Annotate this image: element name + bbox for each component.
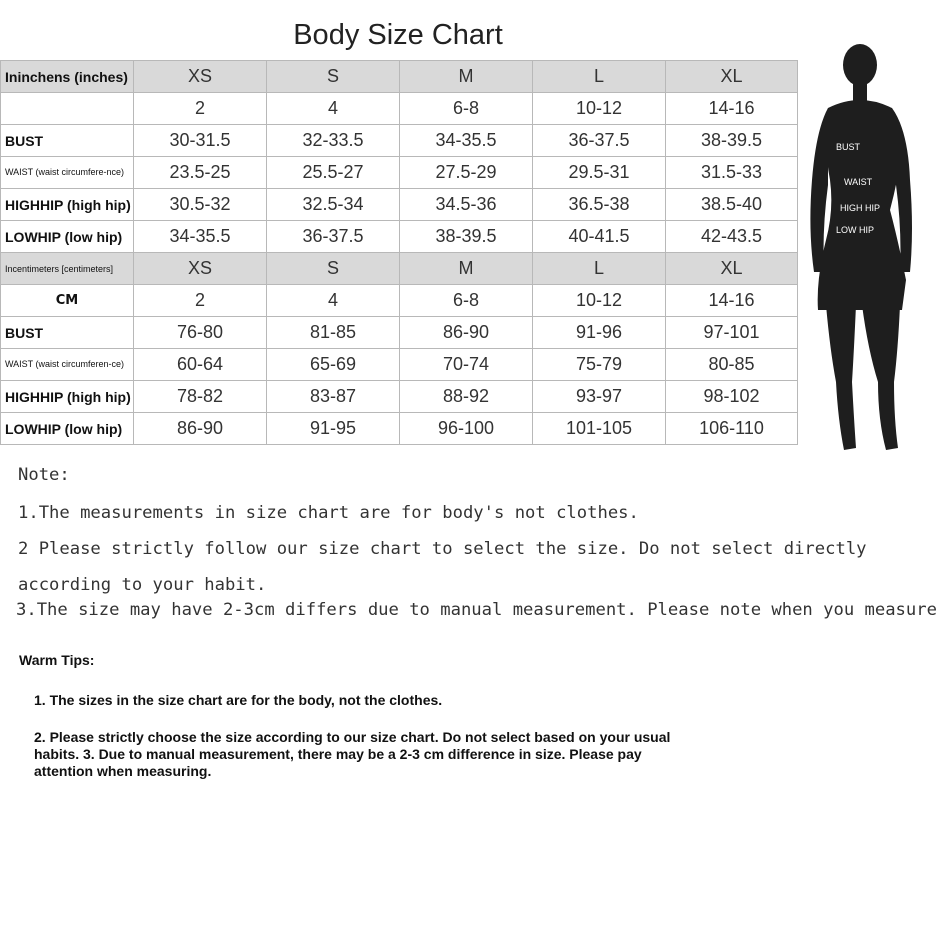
inches-header-row [1, 61, 798, 93]
size-header: M [400, 61, 533, 93]
table-cell: 6-8 [400, 93, 533, 125]
table-cell: 36-37.5 [267, 221, 400, 253]
table-cell: 78-82 [134, 381, 267, 413]
size-table [0, 60, 798, 445]
table-cell: 42-43.5 [666, 221, 798, 253]
table-cell: 34-35.5 [134, 221, 267, 253]
table-cell: 32-33.5 [267, 125, 400, 157]
silhouette-label-low-hip: LOW HIP [836, 225, 875, 235]
table-cell: 93-97 [533, 381, 666, 413]
table-cell: 10-12 [533, 93, 666, 125]
table-cell: 101-105 [533, 413, 666, 445]
body-silhouette-figure [798, 10, 918, 450]
inches-unit-label: Ininchens (inches) [1, 61, 134, 93]
table-cell: 91-96 [533, 317, 666, 349]
silhouette-label-bust: BUST [836, 142, 861, 152]
table-row [1, 93, 798, 125]
chart-title: Body Size Chart [293, 18, 503, 51]
table-cell: 98-102 [666, 381, 798, 413]
row-label: LOWHIP (low hip) [1, 221, 134, 253]
table-cell: 96-100 [400, 413, 533, 445]
table-cell: 86-90 [134, 413, 267, 445]
table-cell: 23.5-25 [134, 157, 267, 189]
table-cell: 40-41.5 [533, 221, 666, 253]
table-cell: 70-74 [400, 349, 533, 381]
size-header: S [267, 253, 400, 285]
silhouette-label-waist: WAIST [844, 177, 873, 187]
table-row [1, 221, 798, 253]
size-header: L [533, 61, 666, 93]
cm-unit-label: Incentimeters [centimeters] [1, 253, 134, 285]
table-cell: 31.5-33 [666, 157, 798, 189]
table-cell: 36.5-38 [533, 189, 666, 221]
table-cell: 76-80 [134, 317, 267, 349]
cm-header-row [1, 253, 798, 285]
size-header: XL [666, 61, 798, 93]
table-cell: 30-31.5 [134, 125, 267, 157]
table-cell: 91-95 [267, 413, 400, 445]
silhouette-label-high-hip: HIGH HIP [840, 203, 881, 213]
row-label [1, 93, 134, 125]
table-row [1, 349, 798, 381]
size-header: XS [134, 253, 267, 285]
table-cell: 27.5-29 [400, 157, 533, 189]
table-cell: 4 [267, 285, 400, 317]
notes-heading: Note: [18, 465, 70, 485]
table-cell: 25.5-27 [267, 157, 400, 189]
table-cell: 2 [134, 285, 267, 317]
table-row [1, 157, 798, 189]
row-label: HIGHHIP (high hip) [1, 189, 134, 221]
table-cell: 38-39.5 [666, 125, 798, 157]
table-cell: 65-69 [267, 349, 400, 381]
size-header: L [533, 253, 666, 285]
table-cell: 6-8 [400, 285, 533, 317]
warm-tips-heading: Warm Tips: [19, 652, 95, 668]
note-line-3: 3.The size may have 2-3cm differs due to manual measurement. Please note when you measure [16, 600, 937, 620]
row-label: LOWHIP (low hip) [1, 413, 134, 445]
size-header: XL [666, 253, 798, 285]
table-row [1, 285, 798, 317]
size-header: S [267, 61, 400, 93]
note-line-1: 1.The measurements in size chart are for body's not clothes. [18, 503, 639, 523]
row-label: WAIST (waist circumfere-nce) [1, 157, 134, 189]
table-cell: 30.5-32 [134, 189, 267, 221]
table-cell: 86-90 [400, 317, 533, 349]
table-cell: 29.5-31 [533, 157, 666, 189]
table-cell: 60-64 [134, 349, 267, 381]
table-cell: 38-39.5 [400, 221, 533, 253]
table-cell: 75-79 [533, 349, 666, 381]
table-cell: 14-16 [666, 93, 798, 125]
table-cell: 38.5-40 [666, 189, 798, 221]
warm-tip-item-1: 1. The sizes in the size chart are for the body, not the clothes. [34, 692, 443, 708]
size-header: M [400, 253, 533, 285]
row-label: BUST [1, 125, 134, 157]
size-header: XS [134, 61, 267, 93]
table-cell: 81-85 [267, 317, 400, 349]
row-label: CM [1, 285, 134, 317]
table-cell: 80-85 [666, 349, 798, 381]
table-row [1, 189, 798, 221]
table-cell: 34.5-36 [400, 189, 533, 221]
row-label: BUST [1, 317, 134, 349]
table-cell: 2 [134, 93, 267, 125]
table-cell: 32.5-34 [267, 189, 400, 221]
table-row [1, 381, 798, 413]
table-row [1, 317, 798, 349]
row-label: HIGHHIP (high hip) [1, 381, 134, 413]
table-cell: 10-12 [533, 285, 666, 317]
table-cell: 106-110 [666, 413, 798, 445]
warm-tip-item-2: 2. Please strictly choose the size according to our size chart. Do not select based on your usual habits. 3. Due to manual measurement, there may be a 2-3 cm difference in size. Please pay attention when measuring. [34, 729, 671, 779]
table-cell: 14-16 [666, 285, 798, 317]
table-row [1, 413, 798, 445]
table-cell: 83-87 [267, 381, 400, 413]
note-line-2a: 2 Please strictly follow our size chart to select the size. Do not select directly [18, 539, 867, 559]
table-cell: 4 [267, 93, 400, 125]
note-line-2b: according to your habit. [18, 575, 267, 595]
row-label: WAIST (waist circumferen-ce) [1, 349, 134, 381]
table-cell: 34-35.5 [400, 125, 533, 157]
table-row [1, 125, 798, 157]
table-cell: 97-101 [666, 317, 798, 349]
table-cell: 88-92 [400, 381, 533, 413]
table-cell: 36-37.5 [533, 125, 666, 157]
